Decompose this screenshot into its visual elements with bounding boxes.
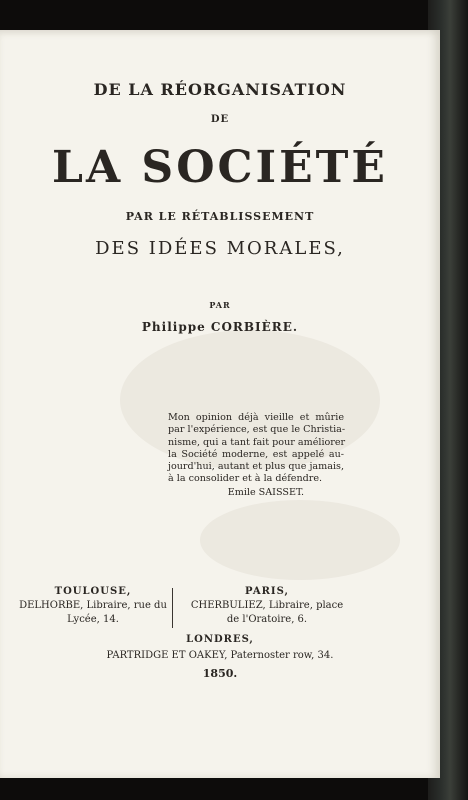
epigraph-line: jourd'hui, autant et plus que jamais,: [168, 461, 344, 473]
title-line-1: DE LA RÉORGANISATION: [93, 80, 347, 99]
publisher-london: PARTRIDGE ET OAKEY, Paternoster row, 34.: [106, 650, 334, 661]
main-title: LA SOCIÉTÉ: [52, 142, 388, 193]
publisher-paris: [182, 585, 352, 627]
epigraph-line: à la consolider et à la défendre.: [168, 473, 323, 485]
epigraph: [168, 412, 344, 499]
subtitle-line-1: PAR LE RÉTABLISSEMENT: [125, 210, 315, 223]
epigraph-line: Mon opinion déjà vieille et mûrie: [168, 412, 344, 423]
title-line-2: DE: [210, 114, 230, 125]
publisher-toulouse: [18, 585, 168, 627]
publisher-line: CHERBULIEZ, Libraire, place: [190, 600, 344, 611]
publisher-line: DELHORBE, Libraire, rue du: [19, 600, 167, 611]
subtitle-line-2: DES IDÉES MORALES,: [95, 238, 345, 259]
publisher-line: de l'Oratoire, 6.: [226, 614, 308, 625]
publisher-line: Lycée, 14.: [67, 614, 119, 625]
epigraph-signature: Emile SAISSET.: [227, 486, 304, 498]
by-label: PAR: [209, 300, 231, 310]
author-name: Philippe CORBIÈRE.: [141, 320, 299, 334]
city-toulouse: TOULOUSE,: [54, 586, 132, 597]
epigraph-line: la Société moderne, est appelé au-: [168, 448, 344, 460]
epigraph-line: nisme, qui a tant fait pour améliorer: [168, 436, 346, 448]
publication-year: 1850.: [202, 667, 238, 680]
city-london: LONDRES,: [186, 634, 254, 645]
publisher-divider: [172, 588, 173, 628]
epigraph-line: par l'expérience, est que le Christia-: [168, 424, 346, 436]
city-paris: PARIS,: [245, 586, 289, 597]
title-page: [0, 30, 440, 778]
paper-stain: [200, 500, 400, 580]
